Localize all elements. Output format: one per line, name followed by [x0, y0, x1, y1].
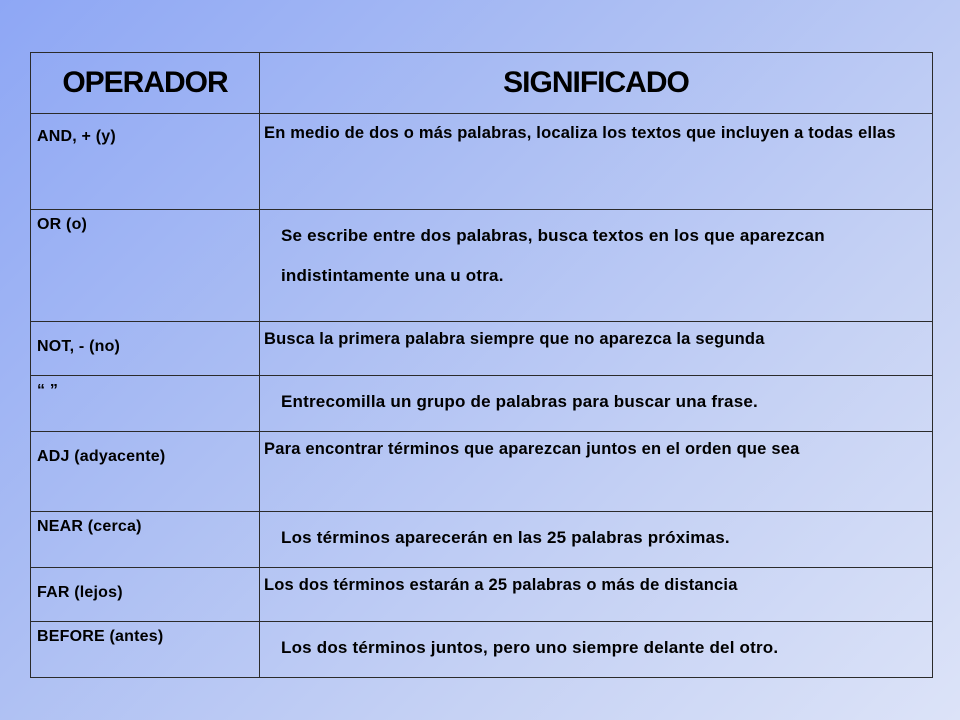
meaning-cell: Para encontrar términos que aparezcan juntos en el orden que sea	[260, 432, 933, 512]
meaning-cell: Entrecomilla un grupo de palabras para buscar una frase.	[260, 376, 933, 432]
table-row	[31, 114, 933, 210]
operator-cell: NEAR (cerca)	[31, 512, 260, 568]
table-row	[31, 622, 933, 678]
operator-cell: “ ”	[31, 376, 260, 432]
table-row	[31, 432, 933, 512]
meaning-cell: Busca la primera palabra siempre que no aparezca la segunda	[260, 322, 933, 376]
meaning-cell: Los términos aparecerán en las 25 palabras próximas.	[260, 512, 933, 568]
table-row	[31, 568, 933, 622]
table-row	[31, 376, 933, 432]
header-operator: OPERADOR	[31, 53, 260, 114]
meaning-cell: Se escribe entre dos palabras, busca textos en los que aparezcan indistintamente una u otra.	[260, 210, 933, 322]
meaning-cell: En medio de dos o más palabras, localiza los textos que incluyen a todas ellas	[260, 114, 933, 210]
meaning-cell: Los dos términos estarán a 25 palabras o más de distancia	[260, 568, 933, 622]
table-header-row	[31, 53, 933, 114]
table-row	[31, 512, 933, 568]
meaning-cell: Los dos términos juntos, pero uno siempre delante del otro.	[260, 622, 933, 678]
operator-cell: NOT, - (no)	[31, 322, 260, 376]
table-row	[31, 322, 933, 376]
operator-cell: OR (o)	[31, 210, 260, 322]
operator-cell: FAR (lejos)	[31, 568, 260, 622]
operator-cell: BEFORE (antes)	[31, 622, 260, 678]
table-row	[31, 210, 933, 322]
operators-table	[30, 52, 933, 678]
operator-cell: AND, + (y)	[31, 114, 260, 210]
header-meaning: SIGNIFICADO	[260, 53, 933, 114]
operator-cell: ADJ (adyacente)	[31, 432, 260, 512]
